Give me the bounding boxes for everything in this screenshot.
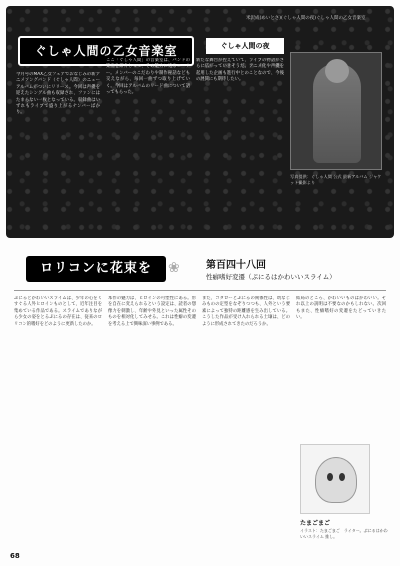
music-column-text-2: ここ「ぐしゃ人間」の音楽室は、バンドの楽曲を紹介しつつ、その魅力に迫るコーナー。メンバーのこだわりや制作秘話なども交えながら、毎回一曲ずつ取り上げていく。今回はアルバムのリード曲について語ってもらった。 [106,58,190,96]
column-title: ロリコンに花束を [26,256,166,282]
band-photo [290,52,382,170]
divider [14,290,386,291]
photo-caption: 写真提供：ぐしゃ人間 公式 最新アルバム ジャケット撮影より [290,174,382,185]
page-number: 68 [10,552,20,560]
episode-subtitle: 性癖嗜好変遷（ぷにるはかわいいスライム） [206,273,336,281]
music-column-title: ぐしゃ人間の乙女音楽室 [18,36,194,66]
brand-label: ぐしゃ人間の夜 [206,38,284,54]
flower-icon: ❀ [168,260,180,276]
slime-illustration [300,444,370,514]
author-name: たまごまご [300,520,331,527]
article-text-4: 結局のところ、かわいいものはかわいい。それ以上の説明は不要なのかもしれない。次回もまた、性癖嗜好の変遷をたどっていきたい。 [296,296,386,321]
music-column-text-3: 新たな舞台が控えていて、ライブの物語がさらに広がっていきそうだ。アニメ化や声優を起用した企画も進行中とのことなので、今後の展開にも期待したい。 [196,58,284,83]
episode-number: 第百四十八回 [206,260,266,271]
header-note: 米沢成(めいとさ)(ぐしゃ人間の夜)ぐしゃ人間の乙女音楽室 [246,16,366,21]
article-text-3: また、コタローとぷにるの関係性は、幼なじみものの定型をなぞりつつも、人外という要素によって独特の距離感を生み出している。こうした作品が受け入れられる土壌は、どのように形成されてきたのだろうか。 [202,296,290,327]
article-text-1: ぷにるとかわいいスライムは、少年の心をくすぐる人外ヒロインものとして、近年注目を集めている作品である。スライムでありながら少女の姿をとるぷにるの存在は、従来のロリコン的嗜好をどのように更新したのか。 [14,296,102,327]
music-column-text-1: 今月号のMAX乙女フェアでおなじみの新アニメソングバンド（ぐしゃ人間）のニューアルバムがついにリリース。今回は声優を迎えたシングル曲も収録され、ファンにはたまらない一枚となっている。収録曲はいずれもライブで盛り上がるナンバーばかり。 [16,72,100,116]
article-text-2: 本作の魅力は、ヒロインの可塑性にある。形を自在に変えられるという設定は、読者の想像力を刺激し、年齢や外見といった属性そのものを相対化してみせる。これは性癖の変遷を考える上で興味深い事例である。 [108,296,196,327]
author-caption: イラスト：たまごまご ライター。ぷにるはかわいいスライム 推し。 [300,528,388,539]
